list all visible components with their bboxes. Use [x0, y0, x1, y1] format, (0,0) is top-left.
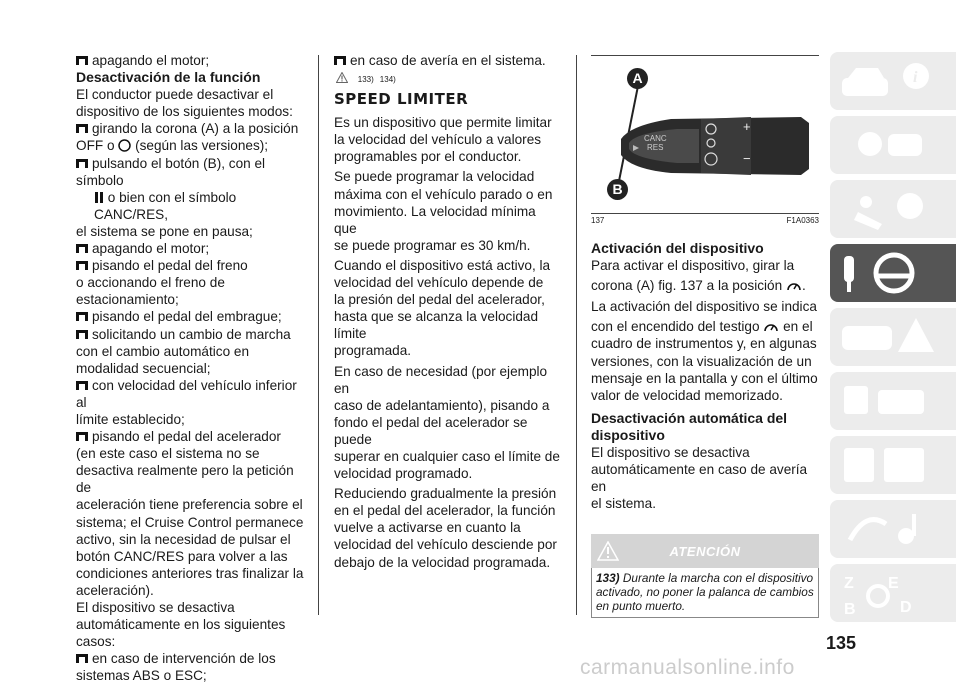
text-line: automáticamente en los siguientes: [76, 617, 286, 633]
text-line: dispositivo de los siguientes modos:: [76, 104, 293, 120]
bullet-line: girando la corona (A) a la posición: [76, 120, 304, 137]
bullet-icon: [76, 312, 88, 321]
bullet-line: pulsando el botón (B), con el símbolo: [76, 155, 266, 188]
text-line: velocidad del vehículo desciende por: [334, 537, 557, 553]
pause-icon: [94, 192, 104, 203]
text-line: con el cambio automático en: [76, 343, 250, 359]
column-divider: [576, 55, 577, 615]
callout-a: A: [627, 68, 648, 89]
text-line: el sistema.: [591, 496, 656, 512]
text-line: con el encendido del testigo en el: [591, 319, 813, 335]
bullet-line: apagando el motor;: [76, 240, 304, 257]
text-line: Cuando el dispositivo está activo, la: [334, 257, 551, 273]
bullet-icon: [76, 432, 88, 441]
bullet-icon: [76, 261, 88, 270]
figure-bottom-rule: [591, 213, 819, 214]
figure-137: [591, 55, 819, 230]
heading-auto-deactivation: Desactivación automática del: [591, 409, 788, 426]
tab-dashboard-info[interactable]: [830, 52, 956, 110]
svg-text:+: +: [743, 119, 751, 134]
text-line: vuelve a activarse en cuanto la: [334, 520, 521, 536]
text-line: mensaje en la pantalla y con el último: [591, 370, 818, 386]
tab-starting-driving[interactable]: [830, 244, 956, 302]
tab-safety[interactable]: [830, 180, 956, 238]
res-label: RES: [647, 143, 664, 152]
bullet-icon: [76, 124, 88, 133]
text-line: movimiento. La velocidad mínima que: [334, 203, 536, 236]
text-line: límite establecido;: [76, 411, 185, 427]
speed-limiter-icon: [786, 278, 802, 292]
figure-number: 137: [591, 216, 605, 225]
multimedia-icon: [830, 500, 956, 558]
text-line: cuadro de instrumentos y, en algunas: [591, 336, 817, 352]
airbag-icon: [830, 180, 956, 238]
text-line: versiones, con la visualización de un: [591, 353, 812, 369]
text-line: la presión del pedal del acelerador,: [334, 292, 545, 308]
text-line: superar en cualquier caso el límite de: [334, 448, 560, 464]
text-line: la velocidad del vehículo a valores: [334, 132, 542, 148]
canc-label: CANC: [644, 134, 667, 143]
text-line: desactiva realmente pero la petición de: [76, 463, 294, 496]
text-line: modalidad secuencial;: [76, 360, 211, 376]
text-line: activo, sin la necesidad de pulsar el: [76, 531, 291, 547]
text-line: (en este caso el sistema no se: [76, 446, 260, 462]
text-line: Reduciendo gradualmente la presión: [334, 486, 557, 502]
tab-lights[interactable]: [830, 116, 956, 174]
chapter-tabs: [830, 52, 956, 628]
text-line: OFF o (según las versiones);: [76, 138, 269, 154]
svg-text:−: −: [743, 151, 751, 166]
tab-maintenance[interactable]: [830, 372, 956, 430]
warning-title: ATENCIÓN: [669, 544, 741, 560]
warning-refs: 133) 134): [334, 69, 562, 85]
text-line: La activación del dispositivo se indica: [591, 299, 817, 315]
text-line: fondo el pedal del acelerador se puede: [334, 414, 528, 447]
text-line: Se puede programar la velocidad: [334, 169, 535, 185]
emergency-icon: [830, 308, 956, 366]
lights-icon: [830, 116, 956, 174]
svg-text:D: D: [900, 599, 912, 616]
warning-line: en punto muerto.: [596, 598, 686, 613]
text-line: debajo de la velocidad programada.: [334, 554, 551, 570]
text-line: o bien con el símbolo CANC/RES,: [94, 189, 237, 222]
key-steering-wheel-icon: [830, 244, 956, 302]
text-line: valor de velocidad memorizado.: [591, 387, 783, 403]
text-line: caso de adelantamiento), pisando a: [334, 397, 550, 413]
column-3: [591, 240, 819, 618]
figure-code: F1A0363: [786, 216, 819, 225]
warning-box-body: [591, 568, 819, 618]
bullet-line: en caso de intervención de los: [76, 650, 304, 667]
bullet-icon: [76, 56, 88, 65]
text-line: Es un dispositivo que permite limitar: [334, 115, 552, 131]
text-line: el sistema se pone en pausa;: [76, 223, 253, 239]
heading-auto-deactivation-2: dispositivo: [591, 426, 665, 443]
text-line: programada.: [334, 343, 412, 359]
bullet-icon: [334, 56, 346, 65]
bullet-icon: [76, 381, 88, 390]
text-line: estacionamiento;: [76, 292, 179, 308]
text-line: aceleración tiene preferencia sobre el: [76, 497, 303, 513]
heading-deactivation: Desactivación de la función: [76, 69, 261, 86]
maintenance-icon: [830, 372, 956, 430]
callout-b: B: [607, 179, 628, 200]
text-line: velocidad programado.: [334, 466, 473, 482]
warning-line: 133) Durante la marcha con el dispositivo: [596, 571, 814, 586]
column-divider: [318, 55, 319, 615]
svg-text:i: i: [913, 69, 918, 86]
text-line: máxima con el vehículo parado o en: [334, 186, 553, 202]
text-line: automáticamente en caso de avería en: [591, 462, 808, 495]
bullet-line: pisando el pedal del acelerador: [76, 428, 304, 445]
warning-box-header: [591, 534, 819, 568]
tab-multimedia[interactable]: [830, 500, 956, 558]
text-line: programables por el conductor.: [334, 149, 522, 165]
text-line: en el pedal del acelerador, la función: [334, 503, 556, 519]
text-line: sistema; el Cruise Control permanece: [76, 514, 304, 530]
tab-technical-data[interactable]: [830, 436, 956, 494]
bullet-line: pisando el pedal del freno: [76, 257, 304, 274]
text-line: En caso de necesidad (por ejemplo en: [334, 363, 548, 396]
bullet-line: con velocidad del vehículo inferior al: [76, 377, 297, 410]
index-icon: [830, 564, 956, 622]
text-line: o accionando el freno de: [76, 275, 225, 291]
text-line: El conductor puede desactivar el: [76, 87, 274, 103]
text-line: El dispositivo se desactiva: [76, 600, 235, 615]
speed-limiter-heading: SPEED LIMITER: [334, 90, 469, 109]
svg-text:B: B: [844, 601, 856, 618]
text-line: corona (A) fig. 137 a la posición .: [591, 278, 806, 294]
text-line: aceleración).: [76, 582, 154, 598]
bullet-icon: [76, 330, 88, 339]
text-line: botón CANC/RES para volver a las: [76, 548, 288, 564]
tab-index[interactable]: [830, 564, 956, 622]
bullet-line: solicitando un cambio de marcha: [76, 326, 304, 343]
heading-activation: Activación del dispositivo: [591, 240, 764, 256]
warning-triangle-icon: [336, 72, 348, 83]
tab-emergency[interactable]: [830, 308, 956, 366]
bullet-line: apagando el motor;: [76, 52, 304, 69]
bullet-line: en caso de avería en el sistema.: [334, 52, 562, 69]
text-line: El dispositivo se desactiva: [591, 445, 750, 461]
figure-top-rule: [591, 55, 819, 56]
column-1: [76, 52, 304, 684]
technical-data-icon: [830, 436, 956, 494]
svg-text:Z: Z: [844, 575, 854, 592]
column-2: [334, 52, 562, 571]
speed-limiter-warning-lamp-icon: [763, 319, 779, 333]
text-line: hasta que se alcanza la velocidad límite: [334, 309, 539, 342]
watermark: carmanualsonline.info: [580, 656, 795, 679]
text-line: casos:: [76, 634, 116, 650]
speedometer-off-icon: [118, 139, 131, 152]
text-line: condiciones anteriores tras finalizar la: [76, 565, 304, 581]
bullet-icon: [76, 654, 88, 663]
bullet-line: pisando el pedal del embrague;: [76, 308, 304, 325]
text-line: velocidad del vehículo depende de: [334, 275, 544, 291]
svg-text:E: E: [888, 575, 899, 592]
text-line: se puede programar es 30 km/h.: [334, 237, 531, 253]
text-line: sistemas ABS o ESC;: [76, 668, 207, 684]
text-line: Para activar el dispositivo, girar la: [591, 258, 795, 274]
page-number: 135: [826, 633, 857, 653]
car-info-icon: [830, 52, 956, 110]
warning-line: activado, no poner la palanca de cambios: [596, 585, 814, 599]
bullet-icon: [76, 159, 88, 168]
bullet-icon: [76, 244, 88, 253]
